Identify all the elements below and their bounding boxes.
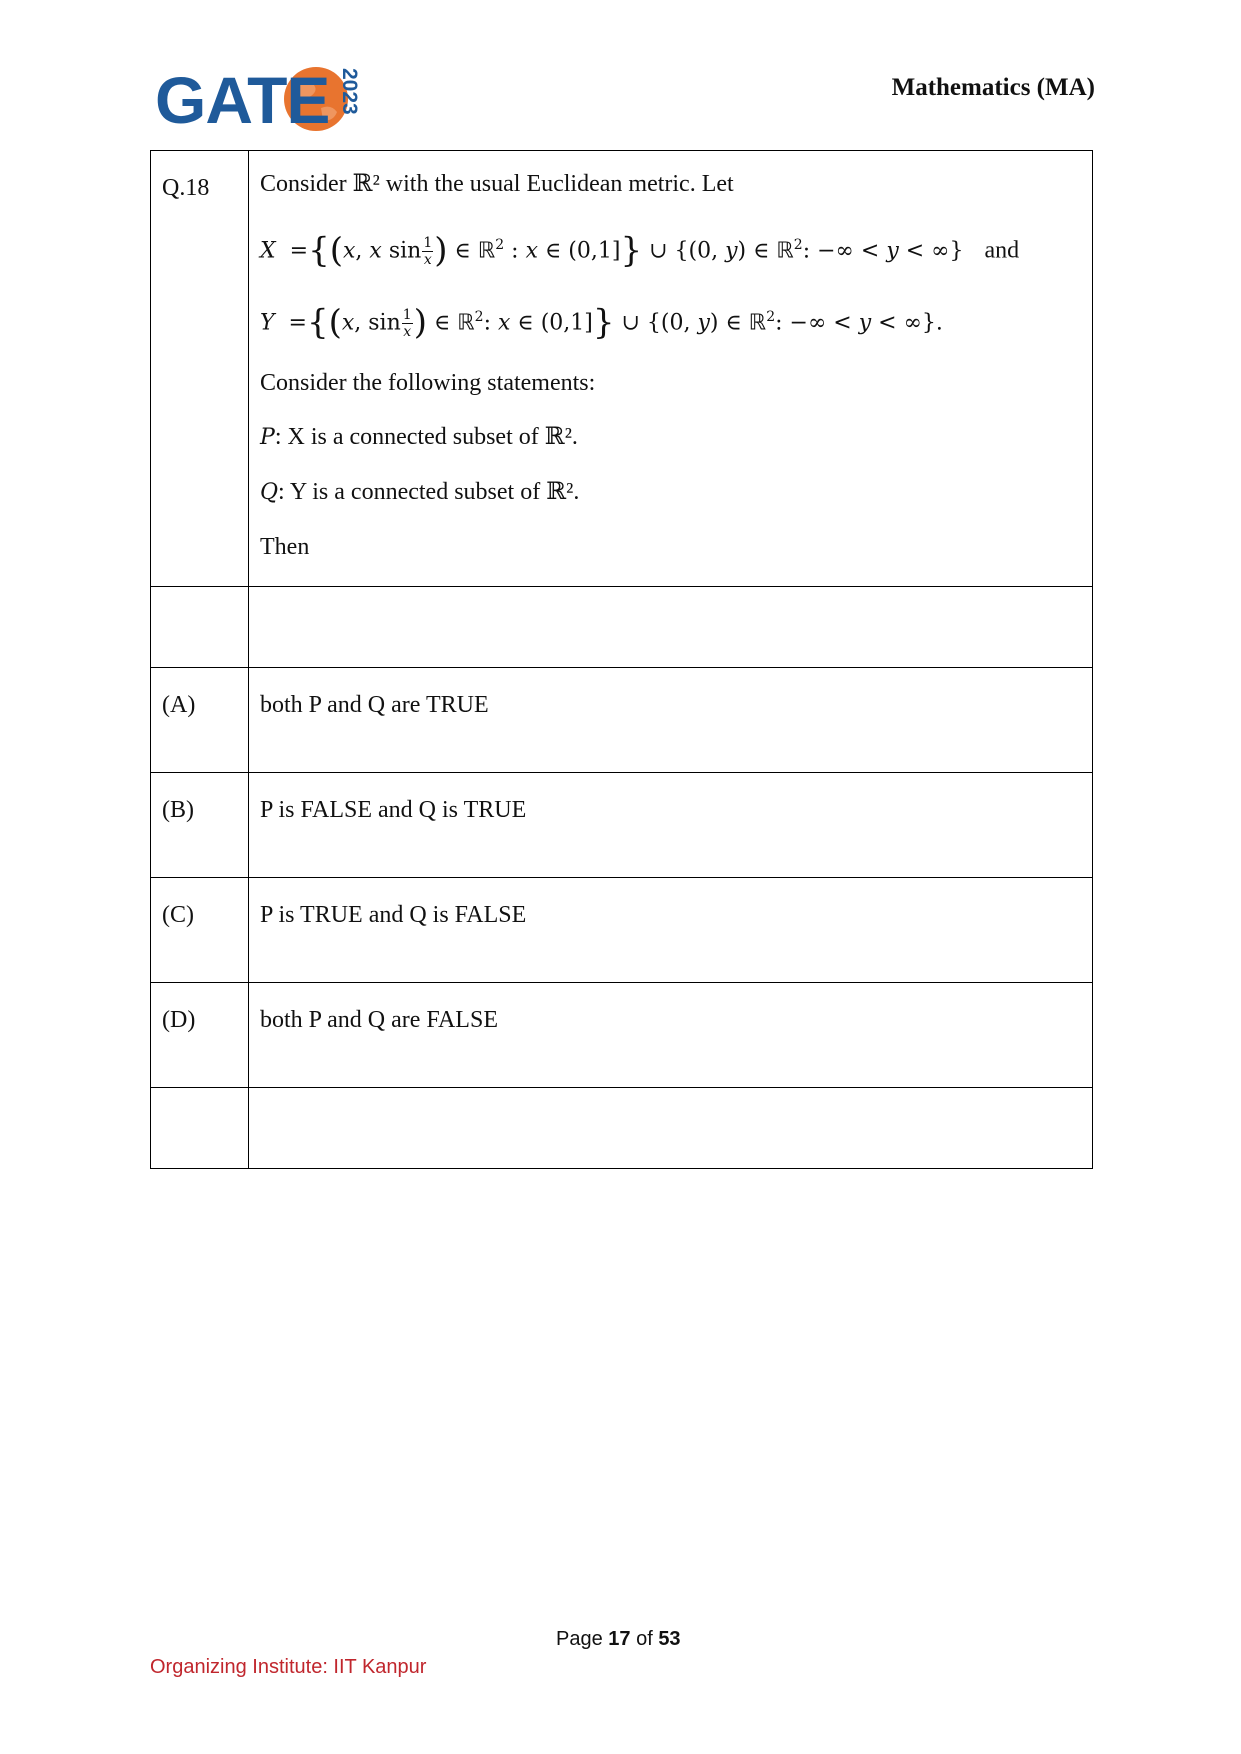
spacer-row — [151, 586, 1093, 667]
paper-title: Mathematics (MA) — [891, 74, 1095, 101]
statement-p: P: X is a connected subset of ℝ². — [260, 423, 578, 450]
question-number: Q.18 — [151, 151, 249, 587]
question-body — [249, 151, 1093, 587]
and-word: and — [984, 237, 1020, 264]
organizing-institute: Organizing Institute: IIT Kanpur — [150, 1656, 427, 1678]
option-row-a — [151, 667, 1093, 772]
option-label: (D) — [151, 982, 249, 1087]
statement-q: Q: Y is a connected subset of ℝ². — [260, 478, 580, 505]
page-number: Page 17 of 53 — [556, 1628, 681, 1650]
question-table — [150, 150, 1093, 1169]
gate-logo — [155, 60, 361, 140]
statements-prompt: Consider the following statements: — [260, 369, 596, 396]
question-intro: Consider ℝ² with the usual Euclidean metric. Let — [260, 171, 734, 197]
question-then: Then — [260, 533, 310, 560]
option-text: P is TRUE and Q is FALSE — [249, 877, 1093, 982]
option-label: (C) — [151, 877, 249, 982]
spacer-row — [151, 1087, 1093, 1168]
option-text: both P and Q are TRUE — [249, 667, 1093, 772]
option-label: (A) — [151, 667, 249, 772]
logo-wordmark: GATE — [155, 63, 330, 137]
option-row-d — [151, 982, 1093, 1087]
set-x-definition: X ={(x, x sin $\frac{1}{x}$ ) ∈ ℝ$^2$ : x ∈ (0,1]} ∪ {(0, y) ∈ ℝ$^2$: −∞ < y < ∞} and — [260, 230, 1020, 271]
set-y-label: Y — [260, 310, 275, 336]
question-row — [151, 151, 1093, 587]
logo-year: 2023 — [338, 68, 361, 115]
option-row-c — [151, 877, 1093, 982]
option-text: both P and Q are FALSE — [249, 982, 1093, 1087]
set-x-label: X — [260, 238, 276, 264]
set-y-definition: Y ={(x, sin $\frac{1}{x}$ ) ∈ ℝ$^2$: x ∈ (0,1]} ∪ {(0, y) ∈ ℝ$^2$: −∞ < y < ∞}. — [260, 302, 943, 343]
option-text: P is FALSE and Q is TRUE — [249, 772, 1093, 877]
option-row-b — [151, 772, 1093, 877]
option-label: (B) — [151, 772, 249, 877]
